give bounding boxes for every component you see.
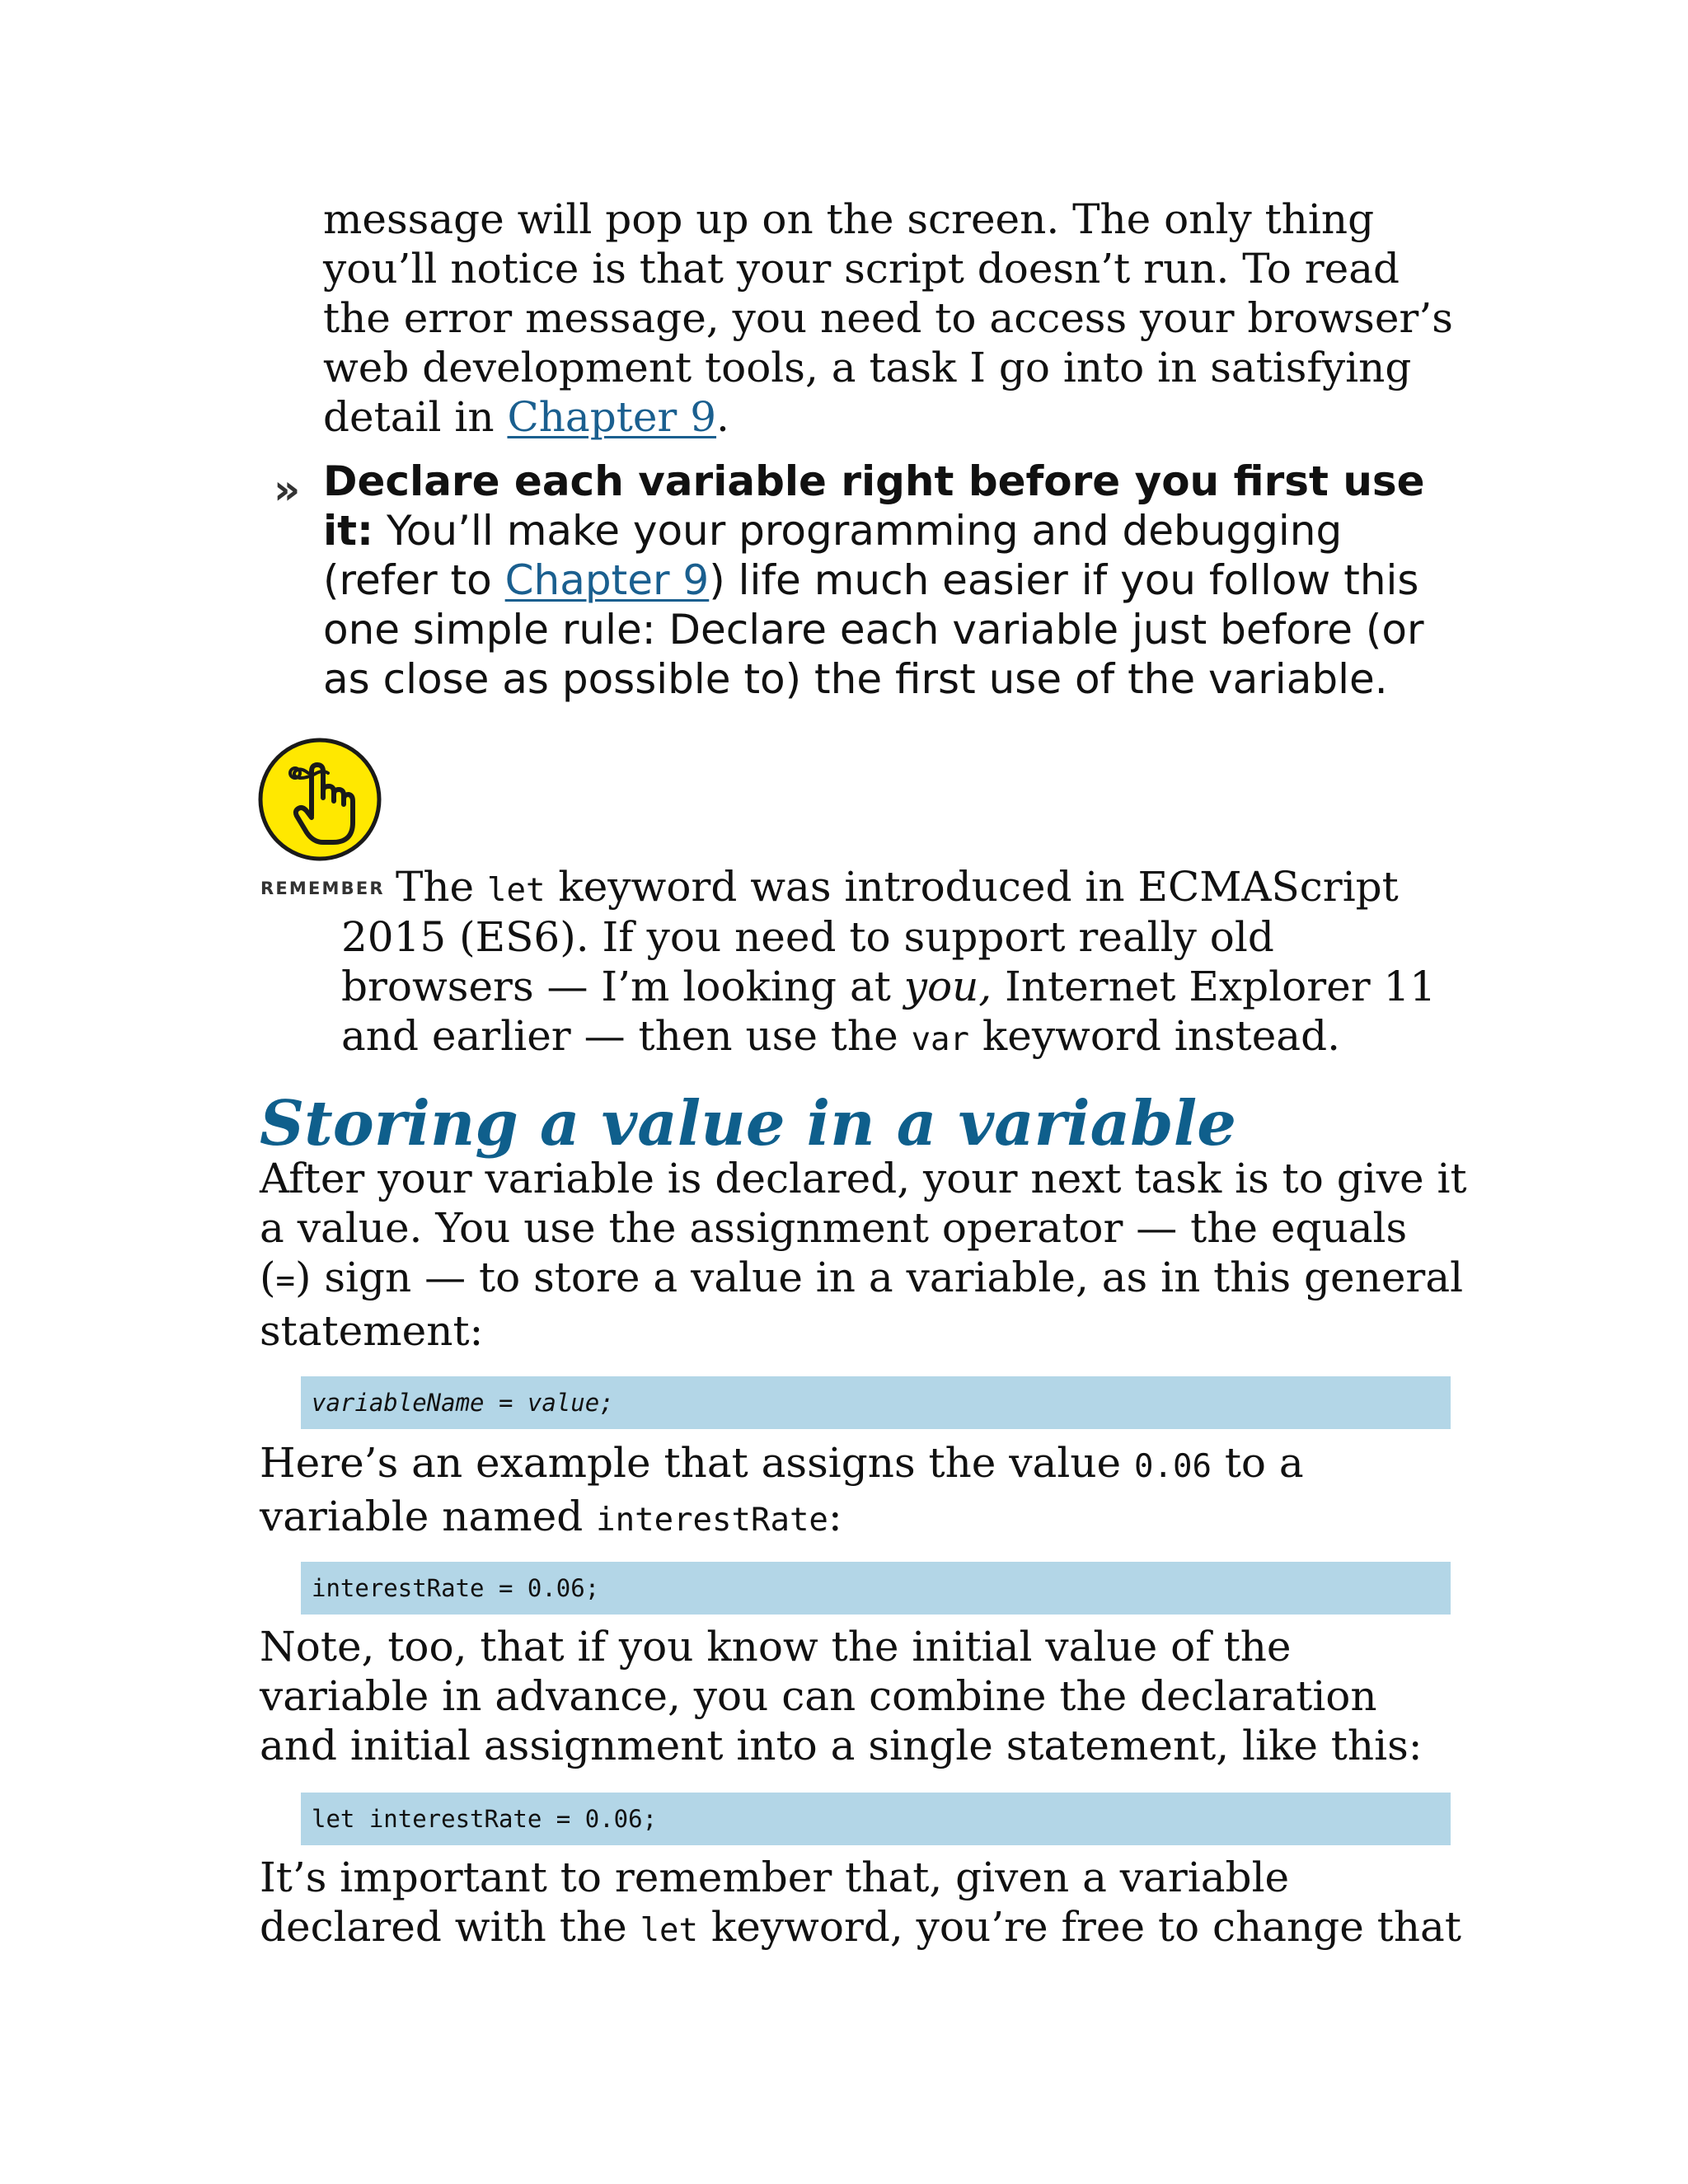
text-line [260, 1492, 1304, 1545]
text-line [260, 1438, 1304, 1492]
remember-paragraph [341, 912, 1436, 1065]
text-line: It’s important to remember that, given a variable [260, 1854, 1290, 1901]
bullet-chevron-icon: » [274, 466, 301, 513]
code-block-declaration: let interestRate = 0.06; [301, 1793, 1451, 1845]
text-line [323, 555, 1425, 605]
text-line: and initial assignment into a single statement, like this: [260, 1722, 1423, 1769]
text-line: a value. You use the assignment operator — the equals [260, 1204, 1408, 1252]
inline-code: let [487, 872, 546, 909]
bullet-lead: it: [323, 507, 374, 555]
text-line: statement: [260, 1307, 484, 1355]
code-block-assignment: interestRate = 0.06; [301, 1562, 1451, 1615]
text-span: variable named [260, 1493, 597, 1540]
text-span: detail in [323, 393, 508, 441]
text-span: to a [1211, 1439, 1304, 1487]
text-line [341, 962, 1436, 1011]
text-line: 2015 (ES6). If you need to support really old [341, 913, 1274, 961]
text-span: declared with the [260, 1903, 640, 1951]
paragraph-1 [260, 1154, 1467, 1356]
text-line: one simple rule: Declare each variable just before (or [323, 606, 1424, 654]
paragraph-2 [260, 1438, 1304, 1545]
text-line [260, 1253, 1467, 1306]
bullet-item [323, 457, 1425, 704]
inline-code: let [640, 1912, 699, 1949]
text-line [323, 392, 1453, 442]
text-line: message will pop up on the screen. The only thing [323, 195, 1375, 243]
chapter-9-link[interactable]: Chapter 9 [507, 393, 717, 441]
inline-code: var [911, 1021, 970, 1058]
text-span: : [828, 1493, 842, 1540]
paragraph-4 [260, 1853, 1461, 1956]
text-span: ( [260, 1254, 276, 1301]
chapter-9-link[interactable]: Chapter 9 [504, 556, 710, 604]
text-span: The [396, 863, 488, 911]
text-span: (refer to [323, 556, 505, 604]
text-span: You’ll make your programming and debugging [373, 507, 1343, 555]
text-span: Internet Explorer 11 [992, 963, 1437, 1010]
section-heading: Storing a value in a variable [260, 1087, 1236, 1160]
text-line: Note, too, that if you know the initial value of the [260, 1623, 1292, 1671]
text-span: ) life much easier if you follow this [709, 556, 1419, 604]
code-block-general: variableName = value; [301, 1376, 1451, 1429]
raised-finger-with-string-icon [257, 737, 382, 862]
text-span: Here’s an example that assigns the value [260, 1439, 1135, 1487]
text-span: and earlier — then use the [341, 1012, 912, 1060]
text-line [341, 1011, 1436, 1065]
text-line: variable in advance, you can combine the declaration [260, 1672, 1377, 1720]
text-line: web development tools, a task I go into in satisfying [323, 344, 1412, 391]
remember-label: REMEMBER [260, 879, 385, 898]
inline-code: 0.06 [1134, 1448, 1212, 1485]
remember-line-1 [396, 862, 1399, 916]
text-span: ) sign — to store a value in a variable, as in this general [295, 1254, 1464, 1301]
text-line: you’ll notice is that your script doesn’t run. To read [323, 245, 1400, 293]
inline-code: = [275, 1263, 295, 1300]
text-line: as close as possible to) the first use of the variable. [323, 655, 1388, 703]
inline-code: interestRate [596, 1502, 828, 1539]
text-span: keyword instead. [969, 1012, 1341, 1060]
text-span: keyword, you’re free to change that [698, 1903, 1461, 1951]
text-line [323, 506, 1425, 555]
bullet-lead: Declare each variable right before you first use [323, 457, 1425, 505]
text-line: After your variable is declared, your next task is to give it [260, 1155, 1467, 1202]
paragraph-3 [260, 1622, 1423, 1770]
text-line [260, 1902, 1461, 1956]
text-span: browsers — I’m looking at [341, 963, 904, 1010]
text-span: . [716, 393, 729, 441]
text-line: the error message, you need to access your browser’s [323, 294, 1453, 342]
text-span: keyword was introduced in ECMAScript [545, 863, 1399, 911]
top-paragraph [323, 194, 1453, 442]
emphasis: you, [903, 963, 992, 1010]
